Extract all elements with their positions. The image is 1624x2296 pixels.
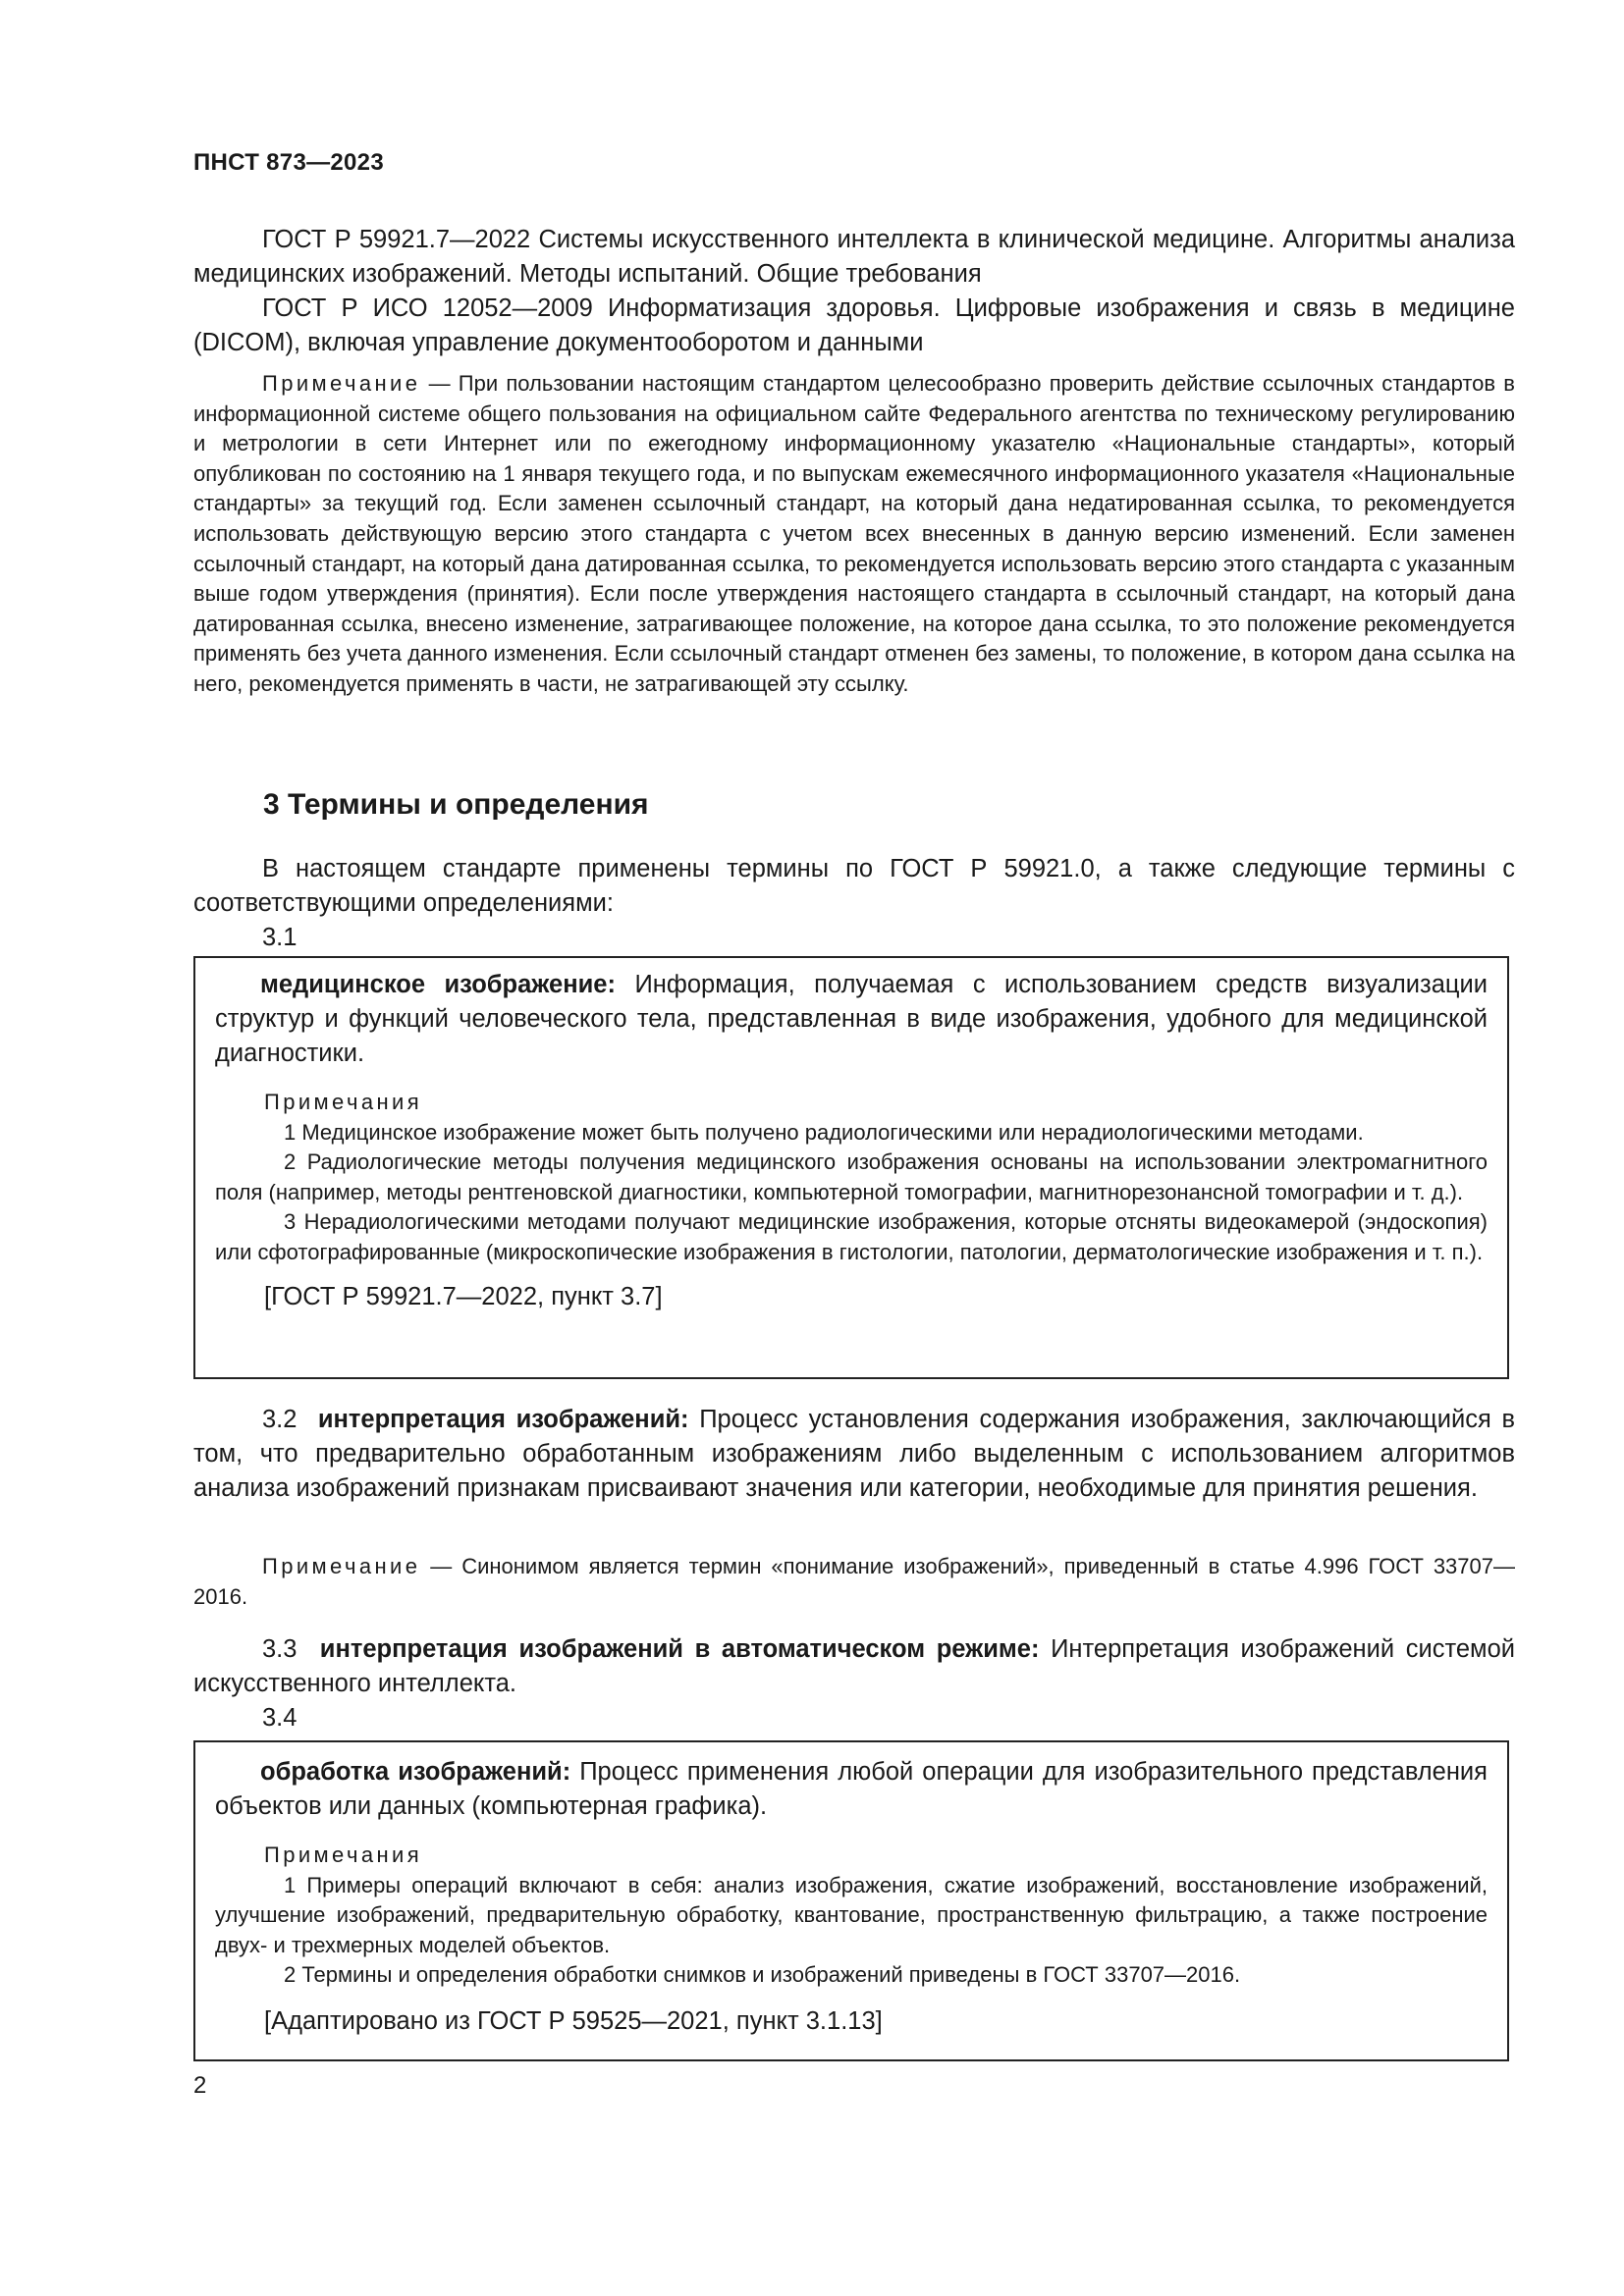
note-item: 1 Медицинское изображение может быть получено радиологическими или нерадиологическими методами. (284, 1119, 1364, 1145)
note-label: Примечание (262, 371, 421, 396)
page-number: 2 (193, 2072, 207, 2099)
section-intro (193, 852, 1515, 955)
note-item: 1 Примеры операций включают в себя: анализ изображения, сжатие изображений, восстановление изображений, улучшение изображений, предварительную обработку, квантование, пространственную фильтрацию, а также построение двух- и трехмерных моделей объектов. (215, 1872, 1488, 1957)
note-label: Примечание (262, 1554, 421, 1578)
reference-item: ГОСТ Р 59921.7—2022 Системы искусственного интеллекта в клинической медицине. Алгоритмы анализа медицинских изображений. Методы испытаний. Общие требования (193, 226, 1515, 288)
term-number: 3.2 (262, 1406, 298, 1433)
document-code: ПНСТ 873—2023 (193, 149, 384, 176)
note-item: 2 Термины и определения обработки снимков и изображений приведены в ГОСТ 33707—2016. (284, 1962, 1241, 1988)
references-note (193, 369, 1515, 700)
term-definition: Информация, получаемая с использованием средств визуализации структур и функций человеческого тела, представленная в виде изображения, удобного для медицинской диагностики. (215, 971, 1488, 1067)
term-3-2-note (193, 1552, 1515, 1612)
term-title: интерпретация изображений в автоматическом режиме: (319, 1635, 1040, 1663)
references-block (193, 223, 1515, 360)
section-heading: 3 Термины и определения (263, 788, 649, 821)
note-item: 3 Нерадиологическими методами получают медицинские изображения, которые отсняты видеокамерой (эндоскопия) или сфотографированные (микроскопические изображения в гистологии, патологии, дерматологические изображения и т. п.). (215, 1209, 1488, 1264)
notes-label: Примечания (264, 1090, 423, 1114)
term-title: обработка изображений: (260, 1758, 571, 1786)
reference-item: ГОСТ Р ИСО 12052—2009 Информатизация здоровья. Цифровые изображения и связь в медицине (DICOM), включая управление документооборотом и данными (193, 294, 1515, 356)
term-3-2 (193, 1403, 1515, 1506)
term-title: медицинское изображение: (260, 971, 616, 998)
note-text: — При пользовании настоящим стандартом целесообразно проверить действие ссылочных стандартов в информационной системе общего пользования на официальном сайте Федерального агентства по техническому регулированию и метрологии в сети Интернет или по ежегодному информационному указателю «Национальные стандарты», который опубликован по состоянию на 1 января текущего года, и по выпускам ежемесячного информационного указателя «Национальные стандарты» за текущий год. Если заменен ссылочный стандарт, на который дана недатированная ссылка, то рекомендуется использовать действующую версию этого стандарта с учетом всех внесенных в данную версию изменений. Если заменен ссылочный стандарт, на который дана датированная ссылка, то рекомендуется использовать версию этого стандарта с указанным выше годом утверждения (принятия). Если после утверждения настоящего стандарта в ссылочный стандарт, на который дана датированная ссылка, внесено изменение, затрагивающее положение, на которое дана ссылка, то это положение рекомендуется применять без учета данного изменения. Если ссылочный стандарт отменен без замены, то положение, в котором дана ссылка на него, рекомендуется применять в части, не затрагивающей эту ссылку. (193, 371, 1515, 696)
term-source: [ГОСТ Р 59921.7—2022, пункт 3.7] (264, 1282, 663, 1310)
term-box-3-4 (193, 1740, 1509, 2061)
term-number: 3.1 (262, 924, 298, 951)
term-number: 3.3 (262, 1635, 298, 1663)
term-number: 3.4 (262, 1704, 298, 1732)
note-item: 2 Радиологические методы получения медицинского изображения основаны на использовании электромагнитного поля (например, методы рентгеновской диагностики, компьютерной томографии, магнитнорезонансной томографии и т. д.). (215, 1149, 1488, 1204)
term-definition: Интерпретация изображений системой искусственного интеллекта. (193, 1635, 1515, 1697)
intro-text: В настоящем стандарте применены термины по ГОСТ Р 59921.0, а также следующие термины с соответствующими определениями: (193, 855, 1515, 917)
term-definition: Процесс установления содержания изображения, заключающийся в том, что предварительно обработанным изображениям либо выделенным с использованием алгоритмов анализа изображений признакам присваивают значения или категории, необходимые для принятия решения. (193, 1406, 1516, 1502)
term-title: интерпретация изображений: (317, 1406, 689, 1433)
notes-label: Примечания (264, 1842, 423, 1867)
term-3-3 (193, 1632, 1515, 1735)
note-text: — Синонимом является термин «понимание изображений», приведенный в статье 4.996 ГОСТ 33707—2016. (193, 1554, 1515, 1609)
term-box-3-1 (193, 956, 1509, 1379)
term-source: [Адаптировано из ГОСТ Р 59525—2021, пункт 3.1.13] (264, 2006, 883, 2035)
term-definition: Процесс применения любой операции для изобразительного представления объектов или данных (компьютерная графика). (215, 1758, 1488, 1820)
